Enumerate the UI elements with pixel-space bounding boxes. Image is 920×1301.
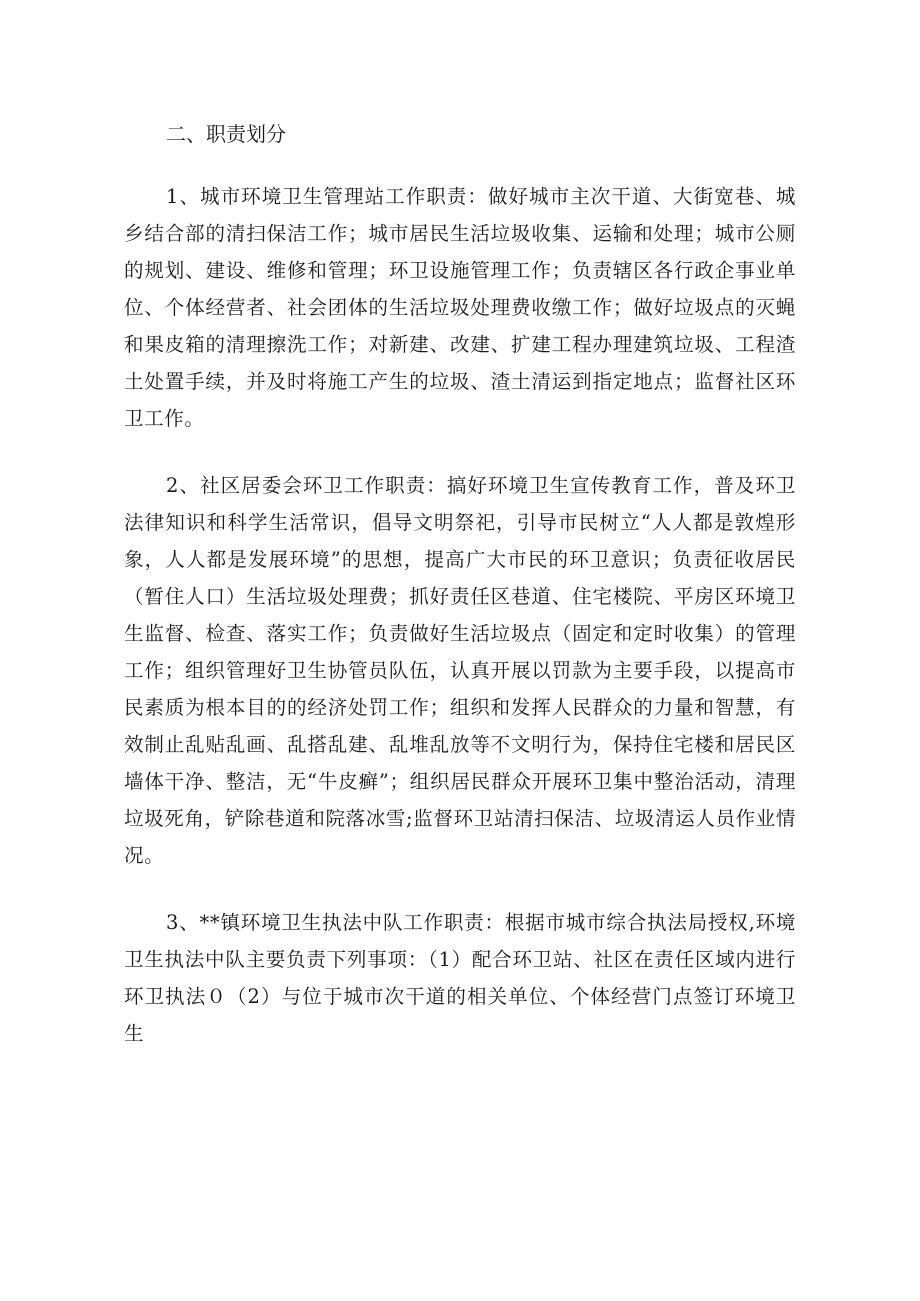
paragraph-2: 2、社区居委会环卫工作职责：搞好环境卫生宣传教育工作，普及环卫法律知识和科学生活常识，倡导文明祭祀，引导市民树立“人人都是敦煌形象，人人都是发展环境”的思想，提高广大市民的环卫意识；负责征收居民（暂住人口）生活垃圾处理费；抓好责任区巷道、住宅楼院、平房区环境卫生监督、检查、落实工作；负责做好生活垃圾点（固定和定时收集）的管理工作；组织管理好卫生协管员队伍，认真开展以罚款为主要手段，以提高市民素质为根本目的的经济处罚工作；组织和发挥人民群众的力量和智慧，有效制止乱贴乱画、乱搭乱建、乱堆乱放等不文明行为，保持住宅楼和居民区墙体干净、整洁，无“牛皮癣”；组织居民群众开展环卫集中整治活动，清理垃圾死角，铲除巷道和院落冰雪;监督环卫站清扫保洁、垃圾清运人员作业情况。 — [124, 474, 796, 867]
section-heading: 二、职责划分 — [166, 122, 286, 146]
paragraph-3: 3、**镇环境卫生执法中队工作职责：根据市城市综合执法局授权,环境卫生执法中队主要负责下列事项：（1）配合环卫站、社区在责任区域内进行环卫执法０（2）与位于城市次干道的相关单位、个体经营门点签订环境卫生 — [124, 911, 796, 1045]
paragraph-1: 1、城市环境卫生管理站工作职责：做好城市主次干道、大街宽巷、城乡结合部的清扫保洁工作；城市居民生活垃圾收集、运输和处理；城市公厕的规划、建设、维修和管理；环卫设施管理工作；负责辖区各行政企事业单位、个体经营者、社会团体的生活垃圾处理费收缴工作；做好垃圾点的灭蝇和果皮箱的清理擦洗工作；对新建、改建、扩建工程办理建筑垃圾、工程渣土处置手续，并及时将施工产生的垃圾、渣土清运到指定地点；监督社区环卫工作。 — [124, 185, 796, 430]
